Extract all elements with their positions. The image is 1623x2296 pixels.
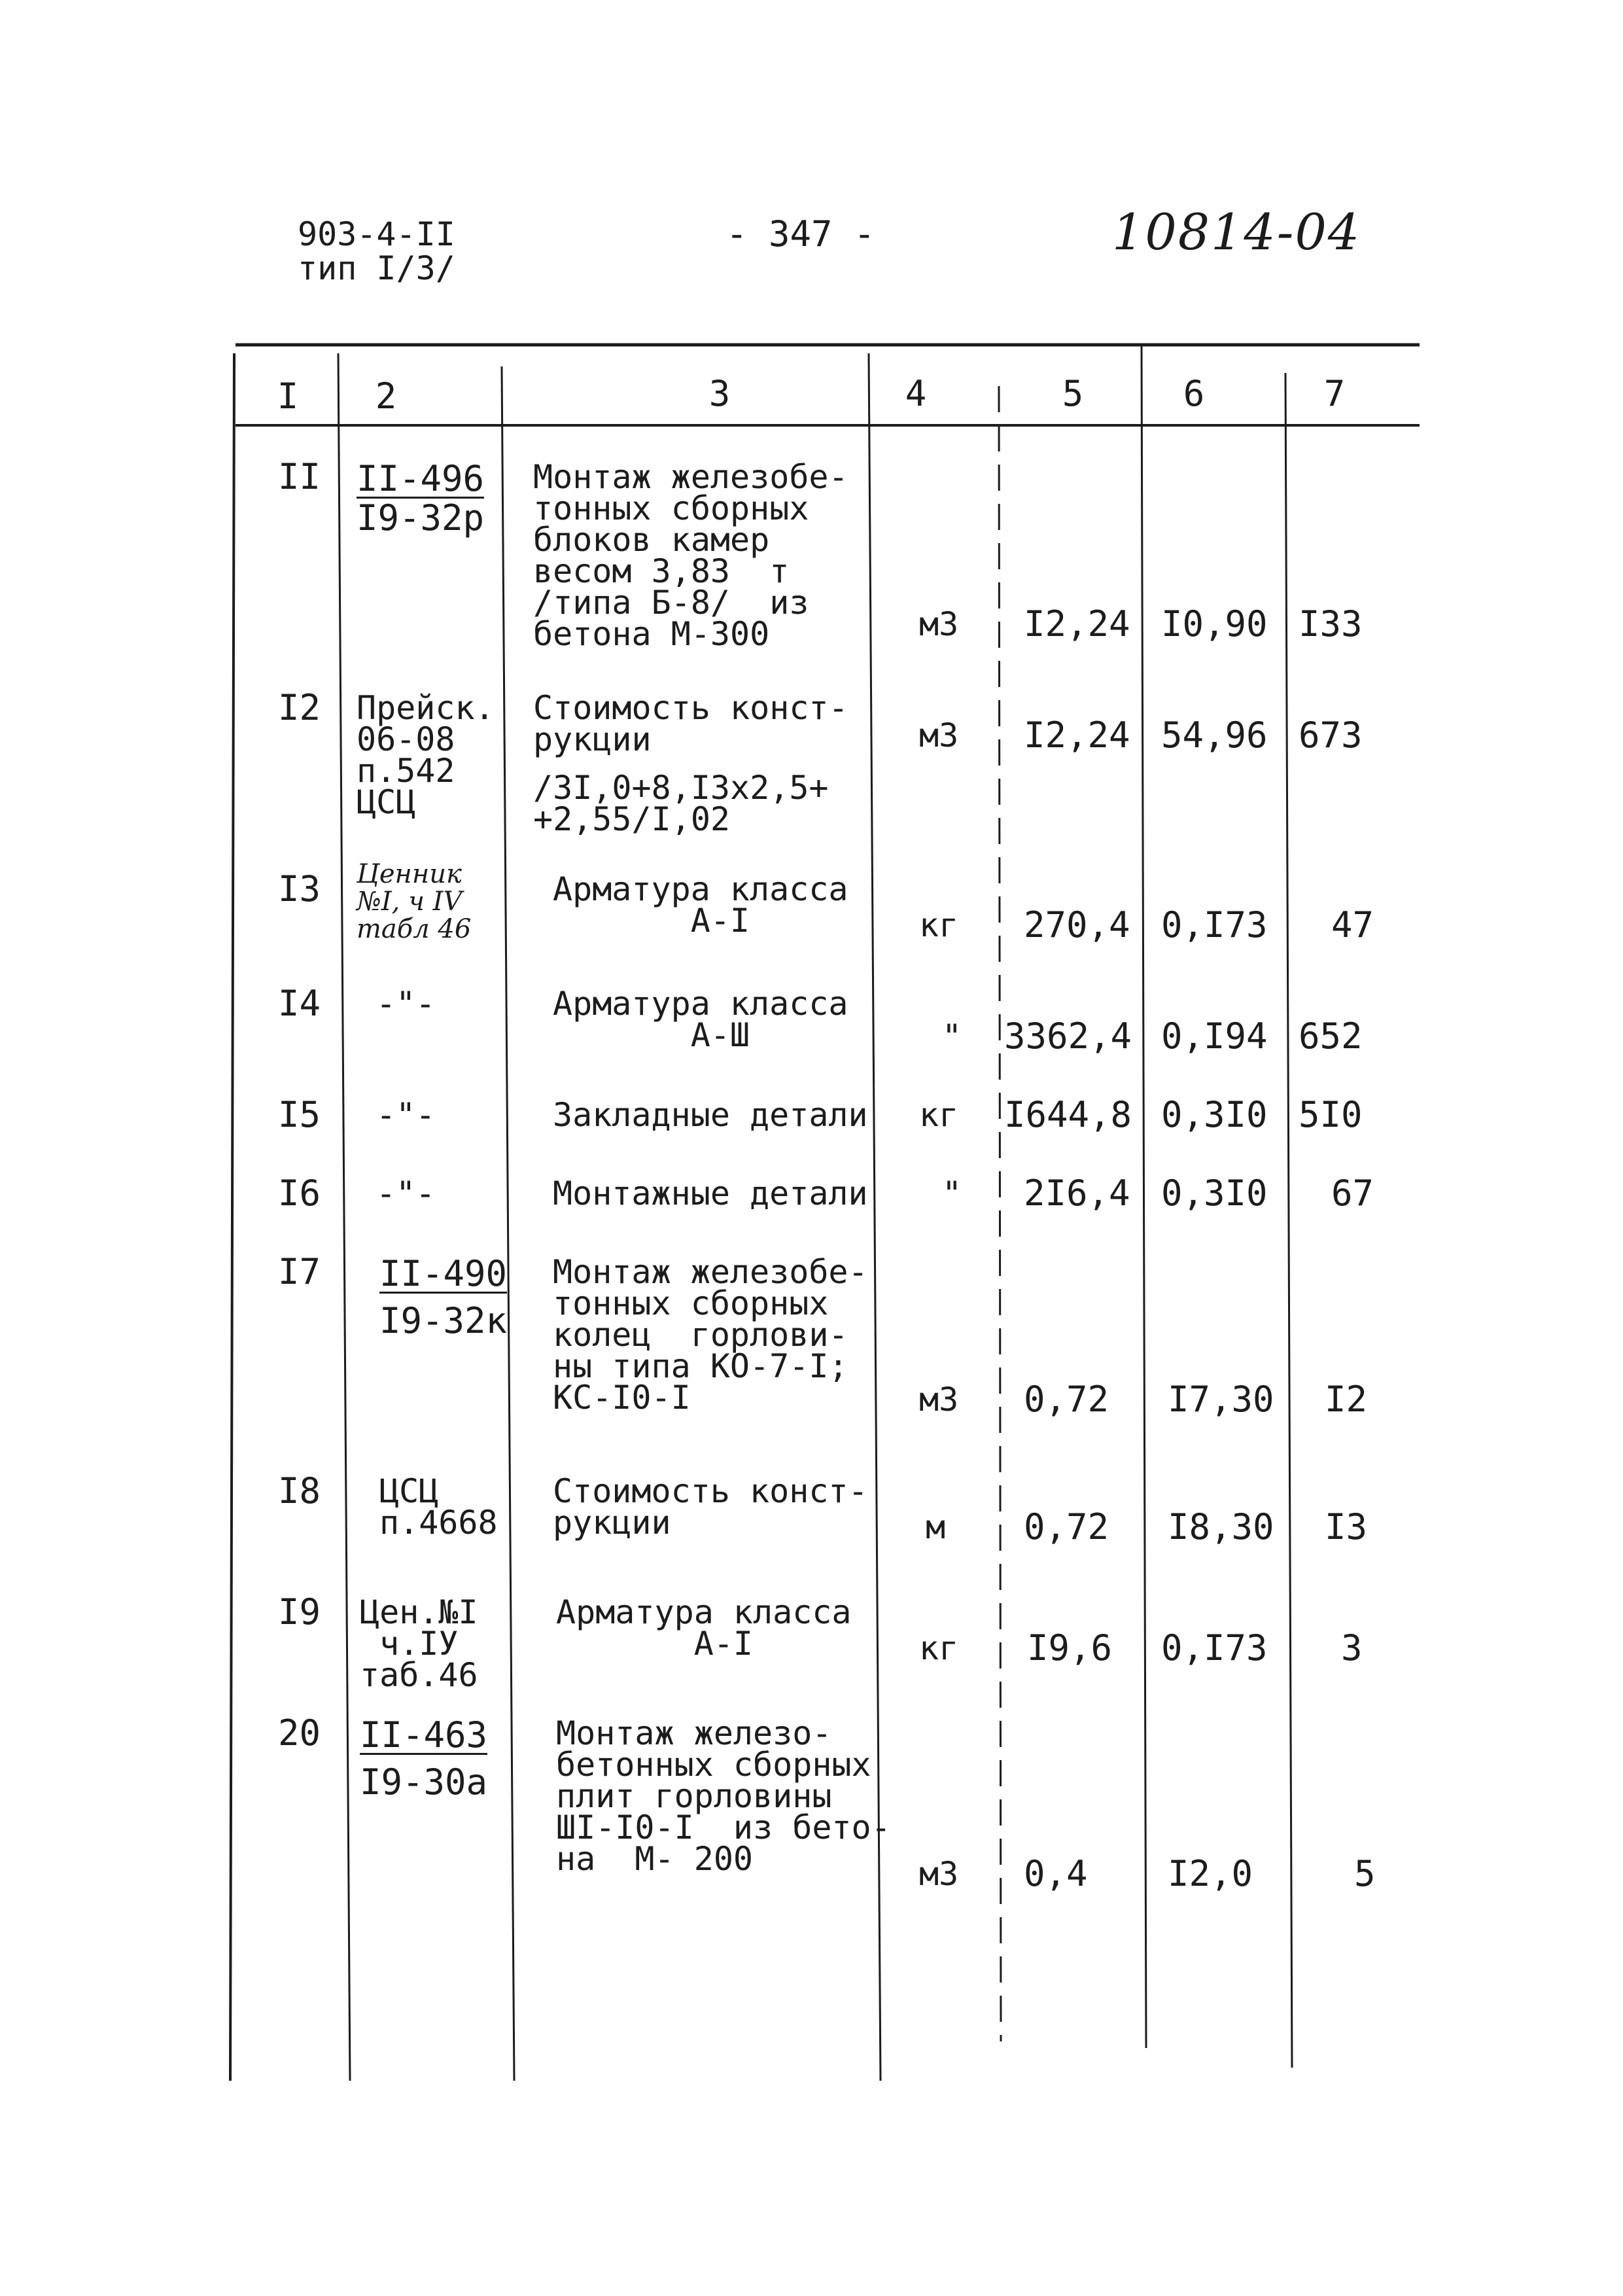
row-number: I4 — [278, 983, 321, 1024]
unit: м3 — [919, 605, 959, 643]
unit-price: I8,30 — [1168, 1506, 1274, 1547]
unit: м — [926, 1508, 946, 1546]
page-number: - 347 - — [726, 213, 875, 255]
total-cost: I2 — [1325, 1379, 1368, 1420]
column-header-5: 5 — [1062, 373, 1084, 414]
description: Стоимость конст- рукции — [553, 1472, 868, 1542]
reference-ditto: -"- — [376, 1174, 436, 1212]
column-header-3: 3 — [708, 373, 731, 414]
unit: " — [942, 1017, 962, 1055]
column-header-2: 2 — [375, 376, 397, 417]
description: Монтаж железобе- тонных сборных блоков камер весом 3,83 т /типа Б-8/ из бетона М-300 — [533, 458, 848, 653]
total-cost: I33 — [1299, 603, 1363, 645]
description: Монтажные детали — [553, 1174, 868, 1212]
quantity: I644,8 — [1004, 1094, 1132, 1135]
inventory-number: 10814-04 — [1112, 203, 1361, 261]
unit: м3 — [919, 1855, 959, 1893]
unit-price: 0,I73 — [1161, 904, 1268, 945]
unit-price: 0,I73 — [1161, 1627, 1268, 1669]
unit-price: 0,3I0 — [1161, 1094, 1268, 1135]
unit: кг — [919, 1629, 959, 1667]
total-cost: 3 — [1341, 1627, 1363, 1669]
row-number: I6 — [278, 1173, 321, 1214]
reference-ditto: -"- — [376, 985, 436, 1023]
reference-bottom: I9-32к — [379, 1300, 508, 1341]
row-number: I2 — [278, 687, 321, 728]
unit: м3 — [919, 1381, 959, 1419]
column-header-6: 6 — [1183, 373, 1205, 414]
reference-top: II-490 — [379, 1253, 508, 1294]
total-cost: I3 — [1325, 1506, 1368, 1547]
column-header-4: 4 — [905, 373, 927, 414]
quantity: I2,24 — [1024, 603, 1130, 645]
row-number: II — [278, 456, 321, 497]
description: Закладные детали — [553, 1096, 868, 1134]
row-number: I8 — [278, 1470, 321, 1511]
total-cost: 67 — [1331, 1173, 1374, 1214]
unit-price: I2,0 — [1168, 1853, 1253, 1894]
unit: кг — [919, 1096, 959, 1134]
unit: м3 — [919, 716, 959, 754]
reference-top: II-496 — [357, 458, 485, 499]
reference: Прейск. 06-08 п.542 ЦСЦ — [357, 689, 495, 821]
description: Арматура класса А-I — [553, 870, 848, 940]
quantity: 0,72 — [1024, 1506, 1109, 1547]
quantity: 0,4 — [1024, 1853, 1088, 1894]
unit-price: 54,96 — [1161, 715, 1268, 756]
reference-handwritten: Ценник №I, ч IV табл 46 — [357, 859, 472, 944]
reference-top: II-463 — [360, 1714, 488, 1756]
unit-price: 0,I94 — [1161, 1016, 1268, 1057]
column-header-7: 7 — [1323, 373, 1346, 414]
description: Арматура класса А-Ш — [553, 985, 848, 1054]
quantity: 3362,4 — [1004, 1016, 1132, 1057]
reference-bottom: I9-30а — [360, 1761, 488, 1803]
unit: кг — [919, 906, 959, 944]
description: Монтаж железо- бетонных сборных плит горловины ШI-I0-I из бето- на М- 200 — [556, 1714, 891, 1878]
reference-ditto: -"- — [376, 1096, 436, 1134]
quantity: 0,72 — [1024, 1379, 1109, 1420]
quantity: I2,24 — [1024, 715, 1130, 756]
row-number: I3 — [278, 868, 321, 910]
row-number: I5 — [278, 1094, 321, 1135]
reference: ЦСЦ п.4668 — [379, 1472, 498, 1542]
row-number: I9 — [278, 1591, 321, 1633]
description: Арматура класса А-I — [556, 1593, 852, 1663]
unit: " — [942, 1174, 962, 1212]
document-type: тип I/3/ — [298, 249, 455, 287]
row-number: I7 — [278, 1251, 321, 1292]
quantity: I9,6 — [1027, 1627, 1113, 1669]
description-calculation: /3I,0+8,I3x2,5+ +2,55/I,02 — [533, 769, 829, 838]
total-cost: 5I0 — [1299, 1094, 1363, 1135]
document-code: 903-4-II — [298, 215, 455, 253]
description: Стоимость конст- рукции — [533, 689, 848, 758]
description: Монтаж железобе- тонных сборных колец горлови- ны типа КО-7-I; КС-I0-I — [553, 1253, 868, 1417]
quantity: 270,4 — [1024, 904, 1130, 945]
unit-price: I7,30 — [1168, 1379, 1274, 1420]
row-number: 20 — [278, 1712, 321, 1754]
total-cost: 673 — [1299, 715, 1363, 756]
reference: Цен.№I ч.IУ таб.46 — [360, 1593, 478, 1694]
quantity: 2I6,4 — [1024, 1173, 1130, 1214]
column-header-1: I — [277, 376, 299, 417]
total-cost: 5 — [1354, 1853, 1376, 1894]
total-cost: 47 — [1331, 904, 1374, 945]
unit-price: I0,90 — [1161, 603, 1268, 645]
unit-price: 0,3I0 — [1161, 1173, 1268, 1214]
total-cost: 652 — [1299, 1016, 1363, 1057]
reference-bottom: I9-32р — [357, 497, 485, 539]
